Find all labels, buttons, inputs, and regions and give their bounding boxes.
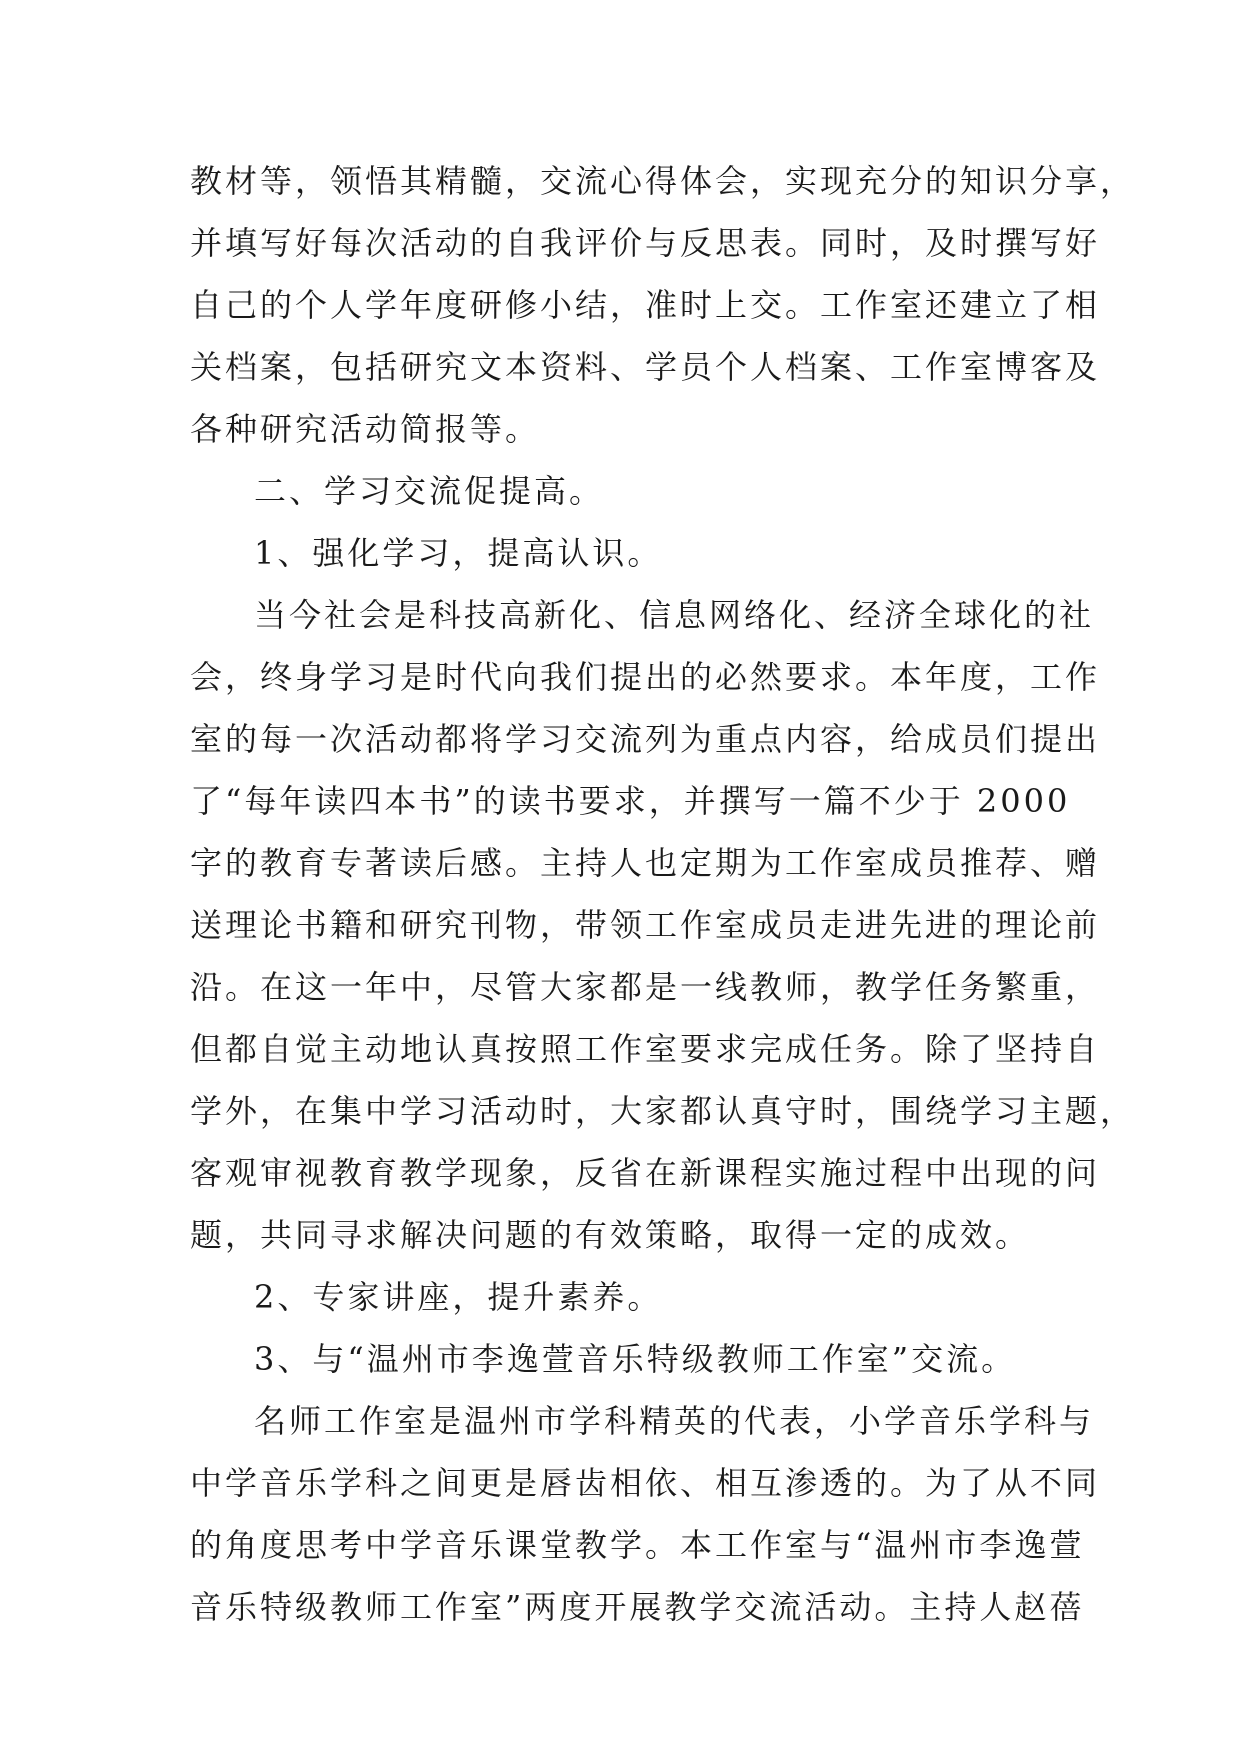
text-line: 并填写好每次活动的自我评价与反思表。同时，及时撰写好 xyxy=(190,224,1101,262)
text-line: 但都自觉主动地认真按照工作室要求完成任务。除了坚持自 xyxy=(190,1030,1101,1068)
subsection-heading: 1、强化学习，提高认识。 xyxy=(254,534,663,572)
text-line: 教材等，领悟其精髓，交流心得体会，实现充分的知识分享， xyxy=(190,162,1136,200)
text-line: 学外，在集中学习活动时，大家都认真守时，围绕学习主题， xyxy=(190,1092,1136,1130)
text-line: 自己的个人学年度研修小结，准时上交。工作室还建立了相 xyxy=(190,286,1101,324)
text-line: 客观审视教育教学现象，反省在新课程实施过程中出现的问 xyxy=(190,1154,1101,1192)
subsection-heading: 3、与“温州市李逸萱音乐特级教师工作室”交流。 xyxy=(254,1340,1017,1378)
text-line: 送理论书籍和研究刊物，带领工作室成员走进先进的理论前 xyxy=(190,906,1101,944)
text-line: 的角度思考中学音乐课堂教学。本工作室与“温州市李逸萱 xyxy=(190,1526,1085,1564)
text-line: 室的每一次活动都将学习交流列为重点内容，给成员们提出 xyxy=(190,720,1101,758)
text-line: 音乐特级教师工作室”两度开展教学交流活动。主持人赵蓓 xyxy=(190,1588,1085,1626)
text-line: 名师工作室是温州市学科精英的代表，小学音乐学科与 xyxy=(254,1402,1095,1440)
text-line: 当今社会是科技高新化、信息网络化、经济全球化的社 xyxy=(254,596,1095,634)
text-line: 题，共同寻求解决问题的有效策略，取得一定的成效。 xyxy=(190,1216,1031,1254)
subsection-heading: 2、专家讲座，提升素养。 xyxy=(254,1278,663,1316)
text-line: 了“每年读四本书”的读书要求，并撰写一篇不少于 2000 xyxy=(190,782,1071,820)
text-line: 会，终身学习是时代向我们提出的必然要求。本年度，工作 xyxy=(190,658,1101,696)
document-body xyxy=(190,150,1136,1638)
text-line: 各种研究活动简报等。 xyxy=(190,410,541,448)
text-line: 中学音乐学科之间更是唇齿相依、相互渗透的。为了从不同 xyxy=(190,1464,1101,1502)
section-heading: 二、学习交流促提高。 xyxy=(254,472,605,510)
text-line: 字的教育专著读后感。主持人也定期为工作室成员推荐、赠 xyxy=(190,844,1101,882)
text-line: 关档案，包括研究文本资料、学员个人档案、工作室博客及 xyxy=(190,348,1101,386)
text-line: 沿。在这一年中，尽管大家都是一线教师，教学任务繁重， xyxy=(190,968,1101,1006)
